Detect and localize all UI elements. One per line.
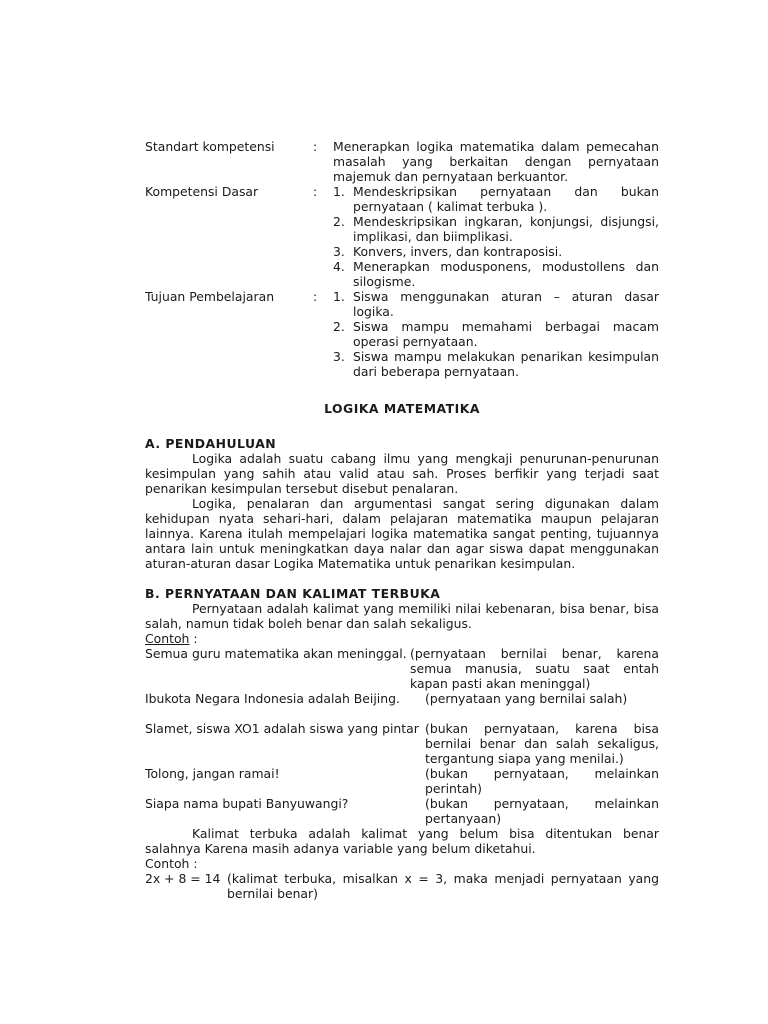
tujuan-pembelajaran-row [145, 289, 659, 379]
tp-item [333, 319, 659, 349]
sk-colon: : [313, 139, 318, 154]
section-a-heading: A. PENDAHULUAN [145, 436, 277, 451]
item-number: 4. [333, 259, 345, 274]
section-b-heading: B. PERNYATAAN DAN KALIMAT TERBUKA [145, 586, 441, 601]
item-number: 1. [333, 184, 345, 199]
example-row [145, 721, 659, 766]
item-number: 2. [333, 319, 345, 334]
item-text: Siswa mampu melakukan penarikan kesimpulan dari beberapa pernyataan. [353, 349, 659, 379]
example-sentence: Semua guru matematika akan meninggal. [145, 646, 407, 661]
item-text: Siswa mampu memahami berbagai macam operasi pernyataan. [353, 319, 659, 349]
tp-label: Tujuan Pembelajaran [145, 289, 275, 304]
contoh-label [145, 631, 659, 646]
section-b-paragraph: Pernyataan adalah kalimat yang memiliki nilai kebenaran, bisa benar, bisa salah, namun tidak boleh benar dan salah sekaligus. [145, 601, 659, 631]
math-example-row [145, 871, 659, 901]
section-a-paragraph: Logika, penalaran dan argumentasi sangat sering digunakan dalam kehidupan nyata sehari-hari, dalam pelajaran matematika maupun pelajaran lainnya. Karena itulah mempelajari logika matematika sangat penting, tujuannya antara lain untuk meningkatkan daya nalar dan agar siswa dapat menggunakan aturan-aturan dasar Logika Matematika untuk penarikan kesimpulan. [145, 496, 659, 571]
section-b-paragraph: Kalimat terbuka adalah kalimat yang belum bisa ditentukan benar salahnya Karena masih adanya variable yang belum diketahui. [145, 826, 659, 856]
example-sentence: Tolong, jangan ramai! [145, 766, 280, 781]
contoh-colon: : [189, 631, 198, 646]
example-note: (bukan pernyataan, melainkan perintah) [425, 766, 659, 796]
document-page [145, 139, 659, 901]
example-row [145, 796, 659, 826]
kd-item [333, 244, 659, 259]
item-number: 3. [333, 244, 345, 259]
example-note: (pernyataan yang bernilai salah) [425, 691, 628, 706]
spacer [145, 571, 659, 586]
section-a-paragraph: Logika adalah suatu cabang ilmu yang mengkaji penurunan-penurunan kesimpulan yang sahih atau valid atau sah. Proses berfikir yang terjadi saat penarikan kesimpulan tersebut disebut penalaran. [145, 451, 659, 496]
example-row [145, 766, 659, 796]
item-text: Menerapkan modusponens, modustollens dan silogisme. [353, 259, 659, 289]
math-equation: 2x + 8 = 14 [145, 871, 221, 886]
example-row [145, 691, 659, 706]
example-note: (bukan pernyataan, karena bisa bernilai benar dan salah sekaligus, tergantung siapa yang menilai.) [425, 721, 659, 766]
spacer [145, 706, 659, 721]
item-text: Mendeskripsikan ingkaran, konjungsi, disjungsi, implikasi, dan biimplikasi. [353, 214, 659, 244]
kd-colon: : [313, 184, 318, 199]
example-note: (pernyataan bernilai benar, karena semua manusia, suatu saat entah kapan pasti akan meninggal) [410, 646, 659, 691]
math-note: (kalimat terbuka, misalkan x = 3, maka menjadi pernyataan yang bernilai benar) [227, 871, 659, 901]
kd-item [333, 259, 659, 289]
contoh-label: Contoh : [145, 856, 198, 871]
example-row [145, 646, 659, 691]
kd-item [333, 214, 659, 244]
item-number: 3. [333, 349, 345, 364]
contoh-underlined: Contoh [145, 631, 190, 646]
example-sentence: Siapa nama bupati Banyuwangi? [145, 796, 349, 811]
kompetensi-dasar-row [145, 184, 659, 289]
standart-kompetensi-row [145, 139, 659, 184]
example-sentence: Ibukota Negara Indonesia adalah Beijing. [145, 691, 400, 706]
tp-colon: : [313, 289, 318, 304]
example-note: (bukan pernyataan, melainkan pertanyaan) [425, 796, 659, 826]
kd-item [333, 184, 659, 214]
kd-label: Kompetensi Dasar [145, 184, 259, 199]
tp-list [333, 289, 659, 379]
document-title: LOGIKA MATEMATIKA [324, 401, 480, 416]
tp-item [333, 349, 659, 379]
item-text: Konvers, invers, dan kontraposisi. [353, 244, 563, 259]
item-text: Mendeskripsikan pernyataan dan bukan pernyataan ( kalimat terbuka ). [353, 184, 659, 214]
kd-list [333, 184, 659, 289]
sk-value: Menerapkan logika matematika dalam pemecahan masalah yang berkaitan dengan pernyataan majemuk dan pernyataan berkuantor. [333, 139, 659, 184]
item-number: 1. [333, 289, 345, 304]
item-number: 2. [333, 214, 345, 229]
sk-label: Standart kompetensi [145, 139, 275, 154]
item-text: Siswa menggunakan aturan – aturan dasar logika. [353, 289, 659, 319]
example-sentence: Slamet, siswa XO1 adalah siswa yang pintar [145, 721, 419, 736]
tp-item [333, 289, 659, 319]
